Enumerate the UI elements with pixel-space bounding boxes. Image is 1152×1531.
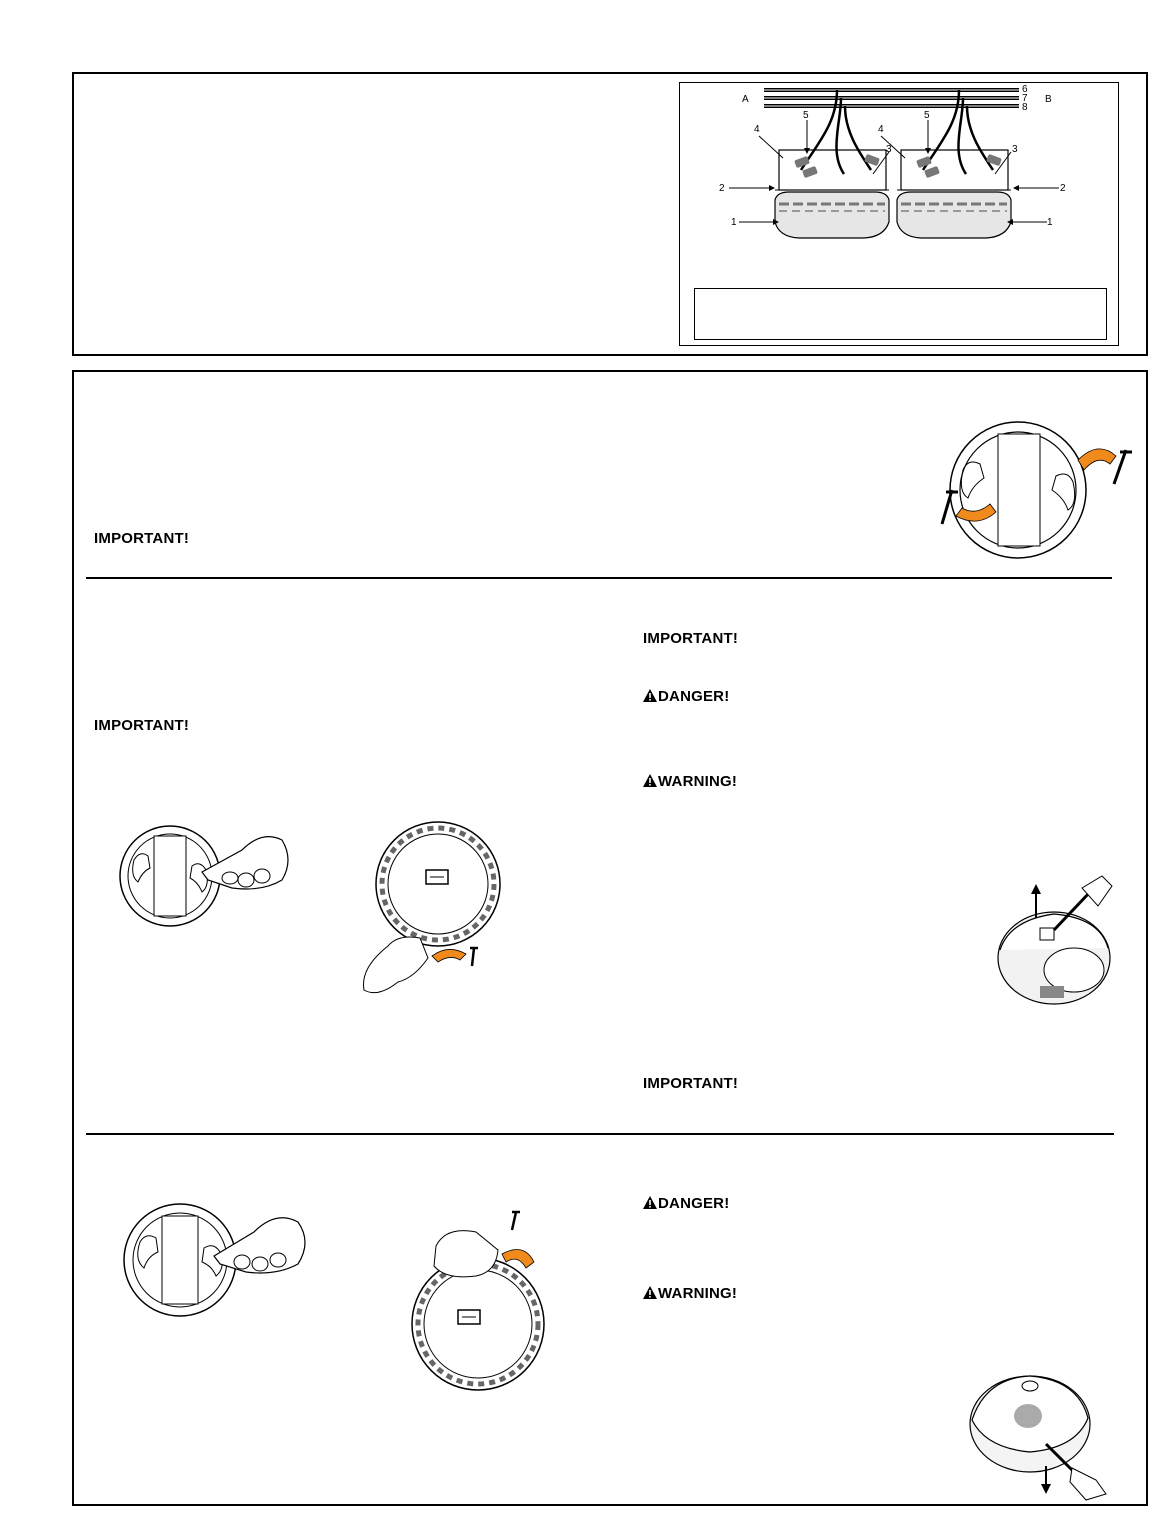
mounting-plate-screws-figure <box>928 420 1138 580</box>
diagram-label-5-left: 5 <box>803 110 809 121</box>
diagram-label-2-right: 2 <box>1060 183 1066 194</box>
diagram-label-1-left: 1 <box>731 217 737 228</box>
warning-notice-1-text: WARNING! <box>658 773 738 790</box>
diagram-label-b: B <box>1045 94 1052 105</box>
danger-notice-2 <box>643 1195 729 1212</box>
important-notice-3: IMPORTANT! <box>643 630 739 647</box>
warning-notice-2 <box>643 1285 737 1302</box>
warning-triangle-icon <box>643 774 657 787</box>
important-notice-4: IMPORTANT! <box>643 1075 739 1092</box>
important-notice-1: IMPORTANT! <box>94 530 190 547</box>
diagram-label-7: 7 <box>1022 93 1028 104</box>
diagram-caption-box <box>694 288 1107 340</box>
detector-right <box>897 90 1011 238</box>
detector-back-figure-1 <box>358 818 508 998</box>
diagram-label-4-left: 4 <box>754 124 760 135</box>
detector-left <box>775 90 889 238</box>
detector-back-figure-2 <box>406 1206 556 1396</box>
warning-triangle-icon <box>643 689 657 702</box>
diagram-label-2-left: 2 <box>719 183 725 194</box>
warning-notice-2-text: WARNING! <box>658 1285 738 1302</box>
diagram-label-5-right: 5 <box>924 110 930 121</box>
diagram-label-a: A <box>742 94 749 105</box>
warning-triangle-icon <box>643 1286 657 1299</box>
diagram-label-3-right: 3 <box>1012 144 1018 155</box>
section-divider-2 <box>86 1133 1114 1135</box>
diagram-label-6: 6 <box>1022 84 1028 95</box>
danger-notice-1 <box>643 688 729 705</box>
important-notice-2: IMPORTANT! <box>94 717 190 734</box>
diagram-label-4-right: 4 <box>878 124 884 135</box>
detector-attach-screwdriver-figure <box>966 1364 1126 1504</box>
warning-triangle-icon <box>643 1196 657 1209</box>
danger-notice-1-text: DANGER! <box>658 688 730 705</box>
plate-unlock-figure-1 <box>112 820 302 930</box>
wiring-diagram <box>679 82 1119 292</box>
danger-notice-2-text: DANGER! <box>658 1195 730 1212</box>
diagram-label-8: 8 <box>1022 102 1028 113</box>
diagram-label-3-left: 3 <box>886 144 892 155</box>
warning-notice-1 <box>643 773 737 790</box>
detector-release-screwdriver-figure <box>990 870 1120 1010</box>
plate-unlock-figure-2 <box>116 1196 316 1326</box>
diagram-label-1-right: 1 <box>1047 217 1053 228</box>
